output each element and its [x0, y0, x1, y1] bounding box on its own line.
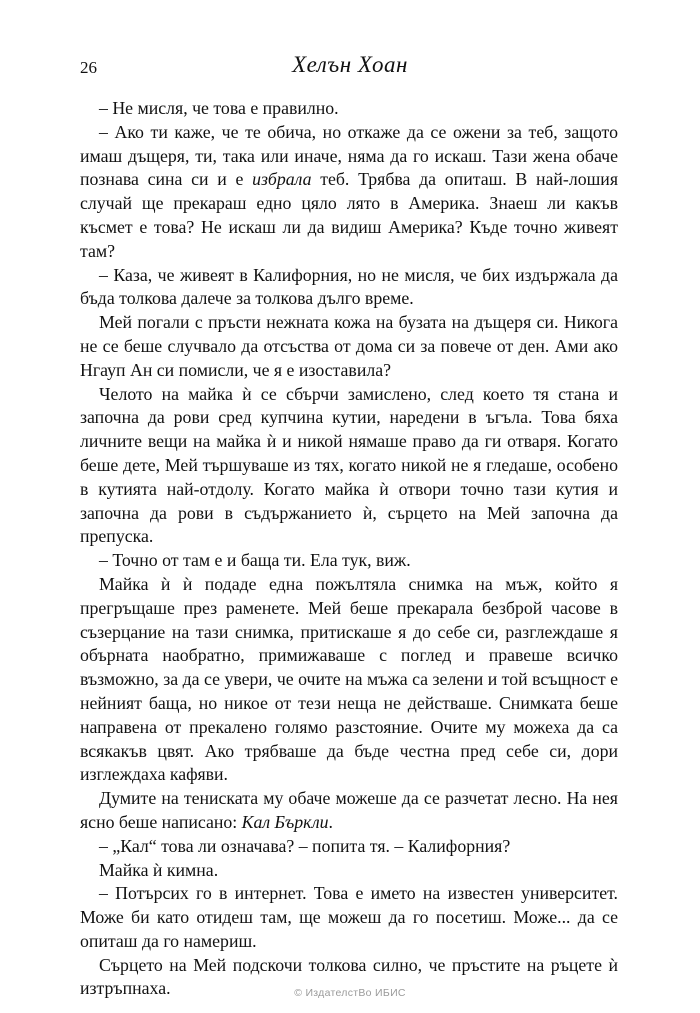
- publisher-footer: © ИздателстВо ИБИС: [294, 987, 406, 999]
- page-header: [0, 52, 700, 82]
- paragraph: – „Кал“ това ли означава? – попита тя. – Калифорния?: [99, 835, 511, 856]
- paragraph: Мей погали с пръсти нежната кожа на бузата на дъщеря си. Никога не се беше случвало да отсъства от дома си за повече от ден. Ами ако Нгауп Ан си помисли, че я е изоставила?: [80, 312, 618, 380]
- body-text: [80, 97, 618, 1001]
- paragraph: – Не мисля, че това е правилно.: [99, 98, 339, 118]
- emphasis: избрала: [252, 169, 312, 190]
- paragraph: Сърцето на Мей подскочи толкова силно, че пръстите на ръцете ѝ изтръпнаха.: [80, 954, 618, 999]
- text-run: Думите на тениската му обаче можеше да се разчетат лесно. На нея ясно беше написано:: [80, 788, 618, 832]
- running-title: Хелън Хоан: [292, 52, 408, 77]
- paragraph: Челото на майка ѝ се сбърчи замислено, след което тя стана и започна да рови сред купчина кутии, наредени в ъгъла. Това бяха личните вещи на майка ѝ и никой нямаше право да ги отваря. Когато беше дете, Мей тършуваше из тях, когато никой не я гледаше, особено в кутията най-отдолу. Когато майка ѝ отвори точно тази кутия и започна да рови в съдържанието ѝ, сърцето на Мей започна да препуска.: [80, 383, 618, 547]
- paragraph: [80, 787, 618, 835]
- text-run: .: [328, 811, 333, 832]
- paragraph: – Каза, че живеят в Калифорния, но не мисля, че бих издържала да бъда толкова далече за толкова дълго време.: [80, 264, 618, 309]
- paragraph: – Точно от там е и баща ти. Ела тук, виж.: [99, 550, 411, 571]
- emphasis: Кал Бъркли: [241, 811, 329, 832]
- text-run: – Ако ти каже, че те обича, но откаже да се ожени за теб, защото имаш дъщеря, ти, така или иначе, няма да го искаш. Тази жена обаче познава сина си и е: [80, 121, 618, 190]
- paragraph: Майка ѝ кимна.: [99, 859, 219, 880]
- text-run: теб. Трябва да опиташ. В най-лошия случай ще прекараш едно цяло лято в Америка. Знаеш ли какъв късмет е това? Не искаш ли да видиш Америка? Къде точно живеят там?: [80, 169, 618, 261]
- paragraph: Майка ѝ ѝ подаде една пожълтяла снимка на мъж, който я прегръщаше през раменете. Мей беше прекарала безброй часове в съзерцание на тази снимка, притискаше я до себе си, разглеждаше я обърната наобратно, примижаваше с поглед и правеше всичко възможно, за да се увери, че очите на мъжа са зелени и той всъщност е нейният баща, но никое от тези неща не действаше. Снимката беше направена от прекалено голямо разстояние. Очите му можеха да са всякакъв цвят. Ако трябваше да бъде честна пред себе си, дори изглеждаха кафяви.: [80, 573, 618, 785]
- paragraph: – Потърсих го в интернет. Това е името на известен университет. Може би като отидеш там, ще можеш да го посетиш. Може... да се опиташ да го намериш.: [80, 883, 618, 951]
- paragraph: [80, 121, 618, 264]
- page-number: 26: [80, 58, 97, 77]
